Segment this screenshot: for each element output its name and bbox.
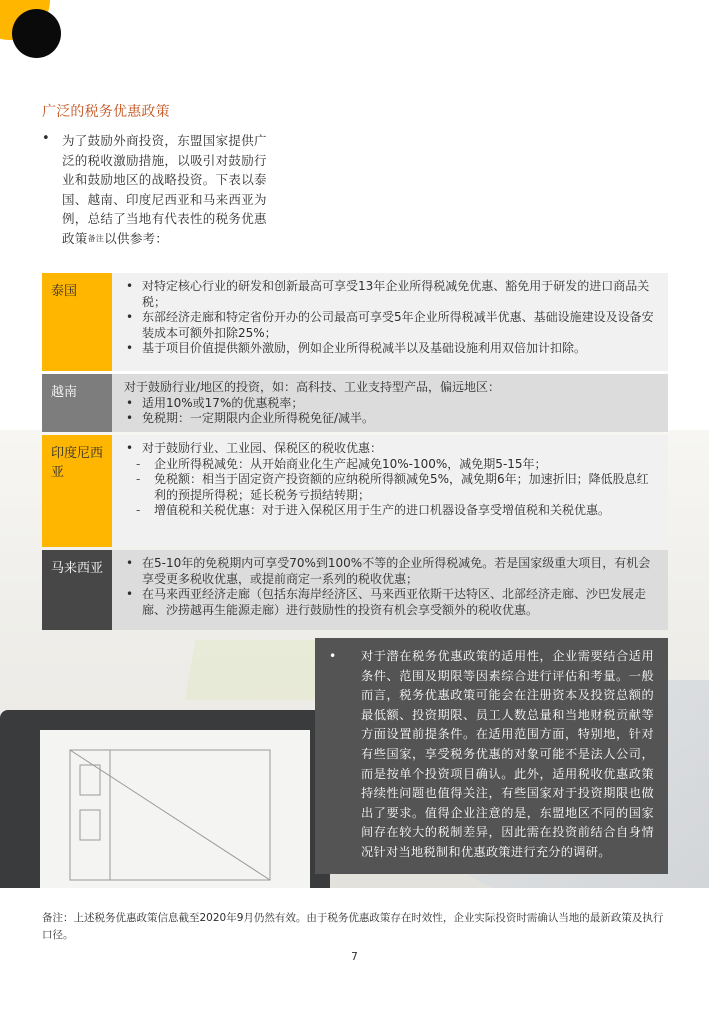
note-text: 对于潜在税务优惠政策的适用性，企业需要结合适用条件、范围及期限等因素综合进行评估和考量。一般而言，税务优惠政策可能会在注册资本及投资总额的最低额、投资期限、员工人数总量和当地财税贡献等方面设置前提条件。在适用范围方面，特别地，针对有些国家，享受税务优惠的对象可能不是法人公司，而是按单个投资项目确认。此外，适用税收优惠政策持续性问题也值得关注，有些国家对于投资期限也做出了要求。值得企业注意的是，东盟地区不同的国家间存在较大的税制差异，因此需在投资前结合自身情况针对当地税制和优惠政策进行充分的调研。 [361, 649, 654, 859]
list-item [124, 441, 658, 519]
sub-list-item: - 增值税和关税优惠：对于进入保税区用于生产的进口机器设备享受增值税和关税优惠。 [124, 503, 658, 519]
note-box [315, 638, 668, 874]
intro-footnote-marker: 备注 [87, 233, 105, 243]
list-item: • 在马来西亚经济走廊（包括东海岸经济区、马来西亚依斯干达特区、北部经济走廊、沙巴发展走廊、沙捞越再生能源走廊）进行鼓励性的投资有机会享受额外的税收优惠。 [124, 587, 658, 618]
screen-wireframe-sketch [40, 730, 310, 888]
row-content [112, 435, 668, 547]
intro-bullet: • [42, 131, 50, 146]
country-label: 泰国 [42, 273, 112, 371]
country-label: 马来西亚 [42, 550, 112, 630]
sub-list-item: - 企业所得税减免：从开始商业化生产起减免10%-100%，减免期5-15年； [124, 457, 658, 473]
sub-list-item: - 免税额：相当于固定资产投资额的应纳税所得额减免5%，减免期6年；加速折旧；降低股息红利的预提所得税；延长税务亏损结转期； [124, 472, 658, 503]
row-content [112, 550, 668, 630]
row-content [112, 273, 668, 371]
list-item: • 基于项目价值提供额外激励，例如企业所得税减半以及基础设施利用双倍加计扣除。 [124, 341, 658, 357]
photo-laptop-screen [40, 730, 310, 888]
intro-text: 为了鼓励外商投资，东盟国家提供广泛的税收激励措施，以吸引对鼓励行业和鼓励地区的战略投资。下表以泰国、越南、印度尼西亚和马来西亚为例，总结了当地有代表性的税务优惠政策 [62, 133, 267, 246]
page-number: 7 [351, 951, 358, 963]
table-row-indonesia [42, 435, 668, 547]
country-label: 越南 [42, 374, 112, 432]
list-item: • 在5-10年的免税期内可享受70%到100%不等的企业所得税减免。若是国家级重大项目，有机会享受更多税收优惠，或提前商定一系列的税收优惠； [124, 556, 658, 587]
intro-text-tail: 以供参考： [104, 230, 169, 246]
list-item: • 适用10%或17%的优惠税率； [124, 396, 658, 412]
note-bullet: • [329, 649, 337, 663]
table-row-vietnam [42, 374, 668, 432]
photo-paper-shape [185, 640, 336, 700]
row-content [112, 374, 668, 432]
list-item: • 对特定核心行业的研发和创新最高可享受13年企业所得税减免优惠、豁免用于研发的进口商品关税； [124, 279, 658, 310]
footnote: 备注：上述税务优惠政策信息截至2020年9月仍然有效。由于税务优惠政策存在时效性，企业实际投资时需确认当地的最新政策及执行口径。 [42, 912, 664, 941]
intro-paragraph [42, 131, 278, 249]
list-item: • 免税期：一定期限内企业所得税免征/减半。 [124, 411, 658, 427]
table-row-malaysia [42, 550, 668, 630]
list-item: • 东部经济走廊和特定省份开办的公司最高可享受5年企业所得税减半优惠、基础设施建设及设备安装成本可额外扣除25%； [124, 310, 658, 341]
country-label: 印度尼西亚 [42, 435, 112, 547]
decorative-black-circle [12, 9, 61, 58]
table-row-thailand [42, 273, 668, 371]
row-lead-text: 对于鼓励行业/地区的投资，如：高科技、工业支持型产品，偏远地区： [124, 380, 501, 394]
list-item-text: 对于鼓励行业、工业园、保税区的税收优惠： [142, 441, 383, 455]
section-heading: 广泛的税务优惠政策 [42, 104, 170, 120]
